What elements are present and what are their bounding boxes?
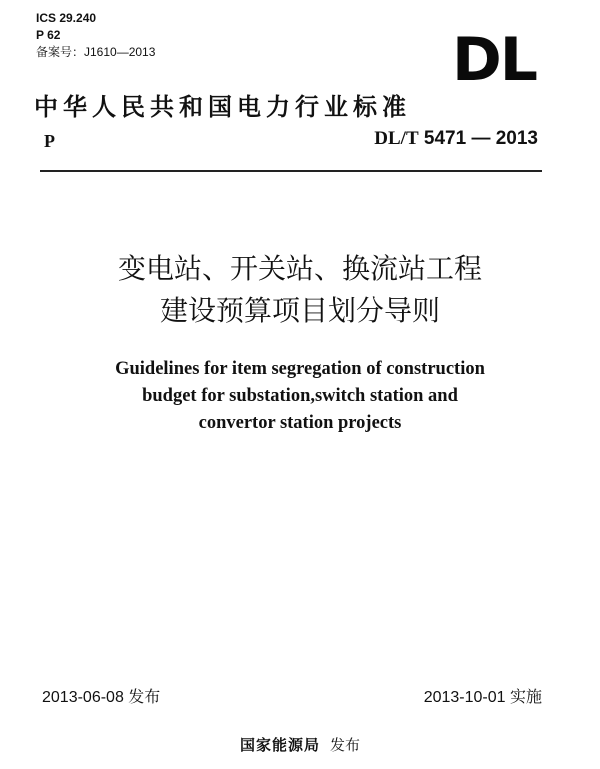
p-code: P 62 — [36, 28, 61, 42]
issue-date: 2013-06-08 发布 — [42, 689, 161, 706]
header-divider — [40, 170, 542, 172]
standard-number — [374, 128, 538, 150]
implement-date: 2013-10-01 实施 — [423, 689, 542, 706]
publisher-action: 发布 — [330, 736, 361, 754]
record-number: 备案号：J1610—2013 — [36, 45, 156, 59]
ics-code: ICS 29.240 — [36, 11, 97, 25]
title-chinese-line-2: 建设预算项目划分导则 — [159, 294, 440, 327]
standard-prefix: DL/T — [374, 128, 419, 149]
title-english-line-1: Guidelines for item segregation of construction — [115, 359, 485, 379]
title-english — [0, 356, 600, 437]
title-english-line-2: budget for substation,switch station and — [142, 386, 458, 406]
classification-code: P — [44, 131, 55, 151]
publisher-line — [0, 734, 600, 755]
dl-logo: DL — [451, 25, 536, 95]
metadata-block — [36, 10, 155, 61]
title-chinese — [0, 248, 600, 332]
publisher-org: 国家能源局 — [239, 736, 320, 754]
title-english-line-3: convertor station projects — [198, 413, 402, 433]
standard-category: 中华人民共和国电力行业标准 — [34, 92, 411, 121]
title-chinese-line-1: 变电站、开关站、换流站工程 — [117, 252, 482, 285]
standard-number-value: 5471 — 2013 — [423, 128, 538, 149]
